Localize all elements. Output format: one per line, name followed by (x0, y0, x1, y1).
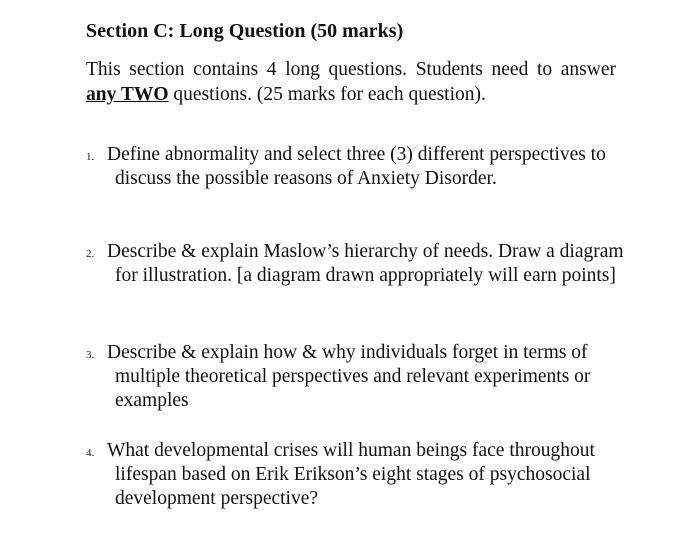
instructions-text-end: questions. (25 marks for each question). (168, 84, 486, 105)
question-number: 4. (86, 447, 95, 459)
question-text: What developmental crises will human beings face throughout lifespan based on Erik Erikson’s eight stages of psychosocial development perspective? (107, 440, 595, 509)
question-text: Describe & explain how & why individuals forget in terms of multiple theoretical perspectives and relevant experiments or examples (107, 342, 591, 411)
question-number: 2. (86, 248, 95, 260)
instructions-text-start: This section contains 4 long questions. Students need to answer (86, 59, 616, 80)
question-text: Define abnormality and select three (3) different perspectives to discuss the possible reasons of Anxiety Disorder. (107, 144, 606, 189)
question-text: Describe & explain Maslow’s hierarchy of needs. Draw a diagram for illustration. [a diagram drawn appropriately will earn points] (107, 241, 624, 286)
question-number: 3. (86, 349, 95, 361)
instructions-emphasis: any TWO (86, 84, 169, 105)
section-instructions (86, 57, 616, 107)
question-item (86, 240, 626, 288)
question-number: 1. (86, 151, 95, 163)
question-item (86, 439, 626, 511)
section-title: Section C: Long Question (50 marks) (86, 20, 404, 42)
question-item (86, 341, 626, 413)
question-item (86, 143, 626, 191)
